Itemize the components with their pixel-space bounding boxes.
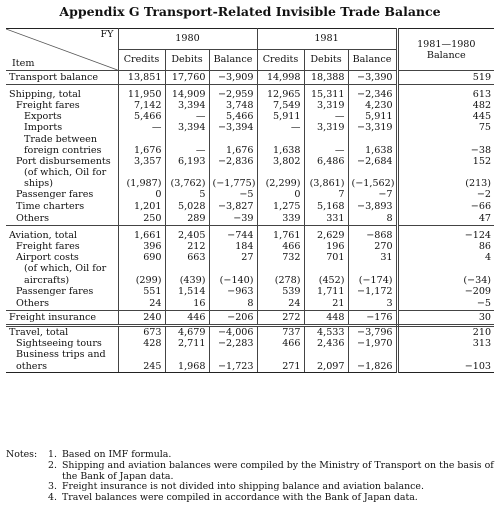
table-row [6,123,494,134]
cell-diff: −103 [397,361,494,373]
cell-b1: −3,394 [209,123,257,134]
cell-c2 [257,264,304,275]
cell-b2: −2,346 [348,85,397,101]
cell-diff: 613 [472,88,492,100]
cell-diff: 47 [397,212,494,226]
cell-c2: 272 [257,311,304,326]
cell-b1: (−140) [209,275,257,286]
cell-diff: 4 [484,252,492,264]
cell-b1: 1,676 [209,145,257,156]
cell-c1: 1,661 [118,226,165,242]
debits-1980-header: Debits [165,50,209,71]
row-item-label: Transport balance [6,71,118,85]
cell-diff: 519 [397,71,494,85]
cell-d1 [165,167,209,178]
cell-d2: 7 [304,190,348,201]
cell-c2: (2,299) [257,179,304,190]
cell-d1: 663 [165,252,209,263]
table-row [6,100,494,111]
note-number: 1. [48,449,57,460]
credits-1980-header: Credits [118,50,165,71]
trade-balance-table [6,28,494,373]
row-item-label: Airport costs [6,252,118,263]
cell-d1 [165,134,209,145]
cell-b1: −3,827 [209,201,257,212]
cell-c1: 3,357 [118,156,165,167]
debits-1981-header: Debits [304,50,348,71]
cell-d2: 701 [304,252,348,263]
row-item-label: Shipping, total [6,85,118,101]
cell-diff: 30 [397,311,494,326]
cell-b1 [209,134,257,145]
cell-c2: 0 [257,190,304,201]
cell-b1: 8 [209,297,257,311]
cell-b2: −3,390 [348,71,397,85]
cell-c1: 5,466 [118,111,165,122]
cell-b1: −5 [209,190,257,201]
cell-c1: 13,851 [118,71,165,85]
cell-d2: 331 [304,212,348,226]
cell-b2: −176 [348,311,397,326]
cell-d1: 5,028 [165,201,209,212]
cell-d2 [304,350,348,361]
table-row [6,71,494,85]
cell-b1: −4,006 [209,326,257,339]
cell-b2: −7 [348,190,397,201]
note-number: 3. [48,481,57,493]
cell-c2: 271 [257,361,304,373]
table-row [6,311,494,326]
table-row [6,286,494,297]
cell-c1: 11,950 [118,85,165,101]
cell-diff: −66 [470,200,492,212]
row-item-label: Aviation, total [6,226,118,242]
page-title: Appendix G Transport-Related Invisible Trade Balance [59,4,441,19]
table-row [6,145,494,156]
cell-c2: 466 [257,241,304,252]
year-1981-header: 1981 [257,29,397,50]
cell-d2: 3,319 [304,123,348,134]
cell-d2: — [304,111,348,122]
cell-b1: 5,466 [209,111,257,122]
cell-c2: 1,638 [257,145,304,156]
cell-c2 [257,134,304,145]
table-body [6,71,494,373]
balance-1980-header: Balance [209,50,257,71]
cell-b1 [209,264,257,275]
cell-d1: 212 [165,241,209,252]
cell-d2 [304,167,348,178]
cell-b2: −3,893 [348,201,397,212]
cell-c1: — [118,123,165,134]
row-item-label: ships) [6,179,118,190]
row-item-label: Sightseeing tours [6,338,118,349]
row-item-label: Exports [6,111,118,122]
fy-item-header [6,29,118,71]
table-row [6,85,494,101]
cell-b2: (−174) [348,275,397,286]
cell-d2: 6,486 [304,156,348,167]
cell-b1: −2,959 [209,85,257,101]
cell-b2: −1,826 [348,361,397,373]
row-item-label: others [6,361,118,373]
cell-c1 [118,167,165,178]
cell-b1: −963 [209,286,257,297]
table-row [6,167,494,178]
cell-d2: — [304,145,348,156]
item-label: Item [12,58,35,70]
cell-diff: −38 [470,144,492,156]
year-1980-header: 1980 [118,29,257,50]
cell-diff: (213) [465,178,492,190]
cell-c2: — [257,123,304,134]
cell-c1: 245 [118,361,165,373]
cell-c2: 14,998 [257,71,304,85]
cell-c1 [118,350,165,361]
cell-c2 [257,350,304,361]
note-text: Shipping and aviation balances were compiled by the Ministry of Transport on the basis of the Bank of Japan data. [62,459,494,482]
cell-c1: 1,201 [118,201,165,212]
cell-c1: 0 [118,190,165,201]
row-item-label: Freight insurance [6,311,118,326]
cell-c1: 7,142 [118,100,165,111]
cell-d1: — [165,111,209,122]
cell-b2: 270 [348,241,397,252]
cell-b2 [348,167,397,178]
cell-c1: 240 [118,311,165,326]
cell-d1 [165,264,209,275]
cell-c1: 24 [118,297,165,311]
cell-diff: (−34) [463,274,492,286]
note-number: 2. [48,459,57,471]
table-row [6,111,494,122]
cell-d2: 4,533 [304,326,348,339]
cell-b1: −2,283 [209,338,257,349]
note-text: Based on IMF formula. [62,449,172,460]
row-item-label: Trade between [6,134,118,145]
cell-d2 [304,134,348,145]
table-row [6,252,494,263]
cell-b1 [209,350,257,361]
cell-b1: −206 [209,311,257,326]
row-item-label: Freight fares [6,241,118,252]
cell-d1: 1,968 [165,361,209,373]
cell-b2: −3,796 [348,326,397,339]
cell-diff: 152 [472,156,492,167]
table-row [6,338,494,349]
cell-c2: 5,911 [257,111,304,122]
cell-b1: (−1,775) [209,179,257,190]
cell-diff [397,264,494,275]
table-row [6,201,494,212]
note-text: Travel balances were compiled in accordance with the Bank of Japan data. [62,492,418,504]
cell-d2: 5,168 [304,201,348,212]
cell-b2: 1,638 [348,145,397,156]
cell-d1: (3,762) [165,179,209,190]
cell-b1: −744 [209,226,257,242]
cell-diff: 86 [478,241,492,253]
cell-d1 [165,350,209,361]
cell-diff: 210 [472,326,492,338]
cell-d1: 446 [165,311,209,326]
cell-c1: 551 [118,286,165,297]
cell-c1: 250 [118,212,165,226]
cell-c1: 673 [118,326,165,339]
cell-c1 [118,264,165,275]
table-row [6,297,494,311]
table-row [6,134,494,145]
cell-d2: 21 [304,297,348,311]
cell-b2: 3 [348,297,397,311]
table-row [6,156,494,167]
cell-diff: −124 [464,229,492,241]
row-item-label: Freight fares [6,100,118,111]
cell-d1: 16 [165,297,209,311]
cell-d1: 3,394 [165,123,209,134]
cell-diff [397,134,494,145]
row-item-label: Passenger fares [6,190,118,201]
row-item-label: Others [6,297,118,311]
cell-b1: 27 [209,252,257,263]
cell-b2: (−1,562) [348,179,397,190]
cell-diff: 75 [478,122,492,134]
cell-c1 [118,134,165,145]
row-item-label: (of which, Oil for [6,167,118,178]
cell-d2: (3,861) [304,179,348,190]
cell-b2 [348,264,397,275]
cell-c2 [257,167,304,178]
cell-d2: 1,711 [304,286,348,297]
note-text: Freight insurance is not divided into shipping balance and aviation balance. [62,481,424,493]
cell-d1: — [165,145,209,156]
cell-d2: 2,629 [304,226,348,242]
cell-b1: 3,748 [209,100,257,111]
note-item [6,461,494,483]
cell-c2: 339 [257,212,304,226]
row-item-label: foreign contries [6,145,118,156]
cell-b2 [348,350,397,361]
cell-b2: −868 [348,226,397,242]
cell-b1: −39 [209,212,257,226]
cell-d1: (439) [165,275,209,286]
cell-b2: −1,970 [348,338,397,349]
cell-d2: 15,311 [304,85,348,101]
cell-d1: 289 [165,212,209,226]
cell-d2: 2,436 [304,338,348,349]
cell-b2: −1,172 [348,286,397,297]
cell-d1: 2,711 [165,338,209,349]
fy-label: FY [100,29,114,40]
notes-spacer [6,493,48,504]
notes-spacer [6,482,48,493]
table-row [6,241,494,252]
cell-b1 [209,167,257,178]
notes-label: Notes: [6,449,38,460]
row-item-label: Travel, total [6,326,118,339]
cell-c2: (278) [257,275,304,286]
cell-b2: 31 [348,252,397,263]
cell-diff [397,350,494,361]
row-item-label: (of which, Oil for [6,264,118,275]
cell-d2 [304,264,348,275]
cell-c2: 539 [257,286,304,297]
table-row [6,275,494,286]
cell-d2: (452) [304,275,348,286]
cell-c2: 3,802 [257,156,304,167]
cell-b1: 184 [209,241,257,252]
cell-diff: 445 [472,111,492,123]
cell-b1: −2,836 [209,156,257,167]
cell-b2: 8 [348,212,397,226]
cell-d1: 6,193 [165,156,209,167]
cell-d1: 14,909 [165,85,209,101]
cell-b2: 5,911 [348,111,397,122]
cell-b2: 4,230 [348,100,397,111]
notes-section [6,450,494,504]
cell-d1: 17,760 [165,71,209,85]
cell-diff: −209 [464,286,492,297]
diff-header [397,29,494,71]
row-item-label: Others [6,212,118,226]
row-item-label: Port disbursements [6,156,118,167]
cell-b1: −3,909 [209,71,257,85]
cell-c2: 12,965 [257,85,304,101]
cell-d2: 2,097 [304,361,348,373]
cell-d1: 1,514 [165,286,209,297]
row-item-label: Business trips and [6,350,118,361]
table-row [6,179,494,190]
table-row [6,226,494,242]
cell-c2: 732 [257,252,304,263]
cell-d1: 2,405 [165,226,209,242]
cell-d1: 4,679 [165,326,209,339]
table-row [6,212,494,226]
cell-c2: 466 [257,338,304,349]
cell-c2: 737 [257,326,304,339]
row-item-label: aircrafts) [6,275,118,286]
cell-diff: 313 [472,338,492,350]
cell-b1: −1,723 [209,361,257,373]
table-row [6,326,494,339]
cell-c2: 24 [257,297,304,311]
row-item-label: Passenger fares [6,286,118,297]
cell-c1: (1,987) [118,179,165,190]
table-row [6,190,494,201]
note-item [6,493,494,504]
table-row [6,264,494,275]
cell-c2: 1,275 [257,201,304,212]
notes-spacer [6,461,48,483]
cell-c2: 7,549 [257,100,304,111]
cell-d2: 3,319 [304,100,348,111]
cell-diff [397,167,494,178]
cell-d1: 3,394 [165,100,209,111]
cell-d2: 448 [304,311,348,326]
balance-1981-header: Balance [348,50,397,71]
row-item-label: Imports [6,123,118,134]
cell-c1: 428 [118,338,165,349]
cell-diff: −5 [397,297,494,311]
table-row [6,361,494,373]
cell-d2: 18,388 [304,71,348,85]
cell-b2 [348,134,397,145]
row-item-label: Time charters [6,201,118,212]
cell-d2: 196 [304,241,348,252]
cell-c1: 396 [118,241,165,252]
cell-diff: 482 [472,100,492,111]
cell-c2: 1,761 [257,226,304,242]
table-row [6,350,494,361]
cell-b2: −3,319 [348,123,397,134]
cell-c1: 1,676 [118,145,165,156]
credits-1981-header: Credits [257,50,304,71]
note-number: 4. [48,492,57,504]
cell-b2: −2,684 [348,156,397,167]
cell-d1: 5 [165,190,209,201]
cell-c1: (299) [118,275,165,286]
diff-header-label: 1981—1980 Balance [417,38,476,61]
cell-diff: −2 [476,189,492,201]
cell-c1: 690 [118,252,165,263]
